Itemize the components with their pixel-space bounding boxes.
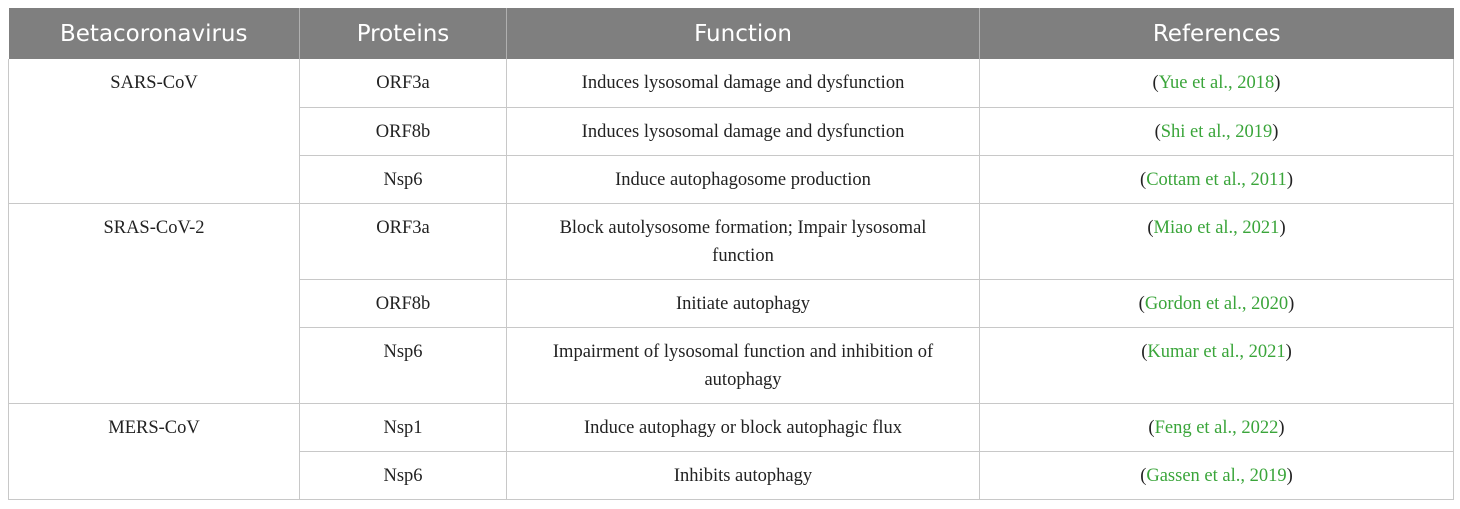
reference-link[interactable]: Shi et al., 2019 — [1160, 121, 1273, 142]
header-function: Function — [507, 8, 980, 59]
reference-link[interactable]: Gordon et al., 2020 — [1144, 293, 1289, 314]
table-row — [9, 403, 1454, 451]
function-cell: Induces lysosomal damage and dysfunction — [507, 107, 980, 155]
header-references: References — [980, 8, 1454, 59]
protein-cell: Nsp1 — [300, 403, 507, 451]
protein-cell: ORF3a — [300, 59, 507, 107]
protein-cell: Nsp6 — [300, 451, 507, 499]
reference-link[interactable]: Gassen et al., 2019 — [1146, 465, 1287, 486]
reference-cell: (Feng et al., 2022) — [980, 403, 1454, 451]
reference-cell: (Miao et al., 2021) — [980, 203, 1454, 279]
header-betacoronavirus: Betacoronavirus — [9, 8, 300, 59]
reference-cell: (Gassen et al., 2019) — [980, 451, 1454, 499]
reference-cell: (Kumar et al., 2021) — [980, 327, 1454, 403]
reference-cell: (Yue et al., 2018) — [980, 59, 1454, 107]
reference-cell: (Cottam et al., 2011) — [980, 155, 1454, 203]
header-row — [9, 8, 1454, 59]
protein-cell: ORF8b — [300, 279, 507, 327]
reference-link[interactable]: Miao et al., 2021 — [1153, 217, 1280, 238]
function-cell: Inhibits autophagy — [507, 451, 980, 499]
function-cell: Block autolysosome formation; Impair lysosomal function — [507, 203, 980, 279]
protein-cell: Nsp6 — [300, 155, 507, 203]
function-cell: Impairment of lysosomal function and inhibition of autophagy — [507, 327, 980, 403]
function-cell: Induces lysosomal damage and dysfunction — [507, 59, 980, 107]
table-row — [9, 203, 1454, 279]
betacoronavirus-proteins-table — [8, 8, 1454, 500]
reference-cell: (Shi et al., 2019) — [980, 107, 1454, 155]
function-cell: Induce autophagosome production — [507, 155, 980, 203]
protein-cell: Nsp6 — [300, 327, 507, 403]
reference-link[interactable]: Kumar et al., 2021 — [1147, 341, 1286, 362]
reference-cell: (Gordon et al., 2020) — [980, 279, 1454, 327]
virus-cell-sars-cov: SARS-CoV — [9, 59, 300, 203]
reference-link[interactable]: Cottam et al., 2011 — [1146, 169, 1287, 190]
virus-cell-sras-cov-2: SRAS-CoV-2 — [9, 203, 300, 403]
protein-cell: ORF8b — [300, 107, 507, 155]
table-row — [9, 59, 1454, 107]
function-cell: Initiate autophagy — [507, 279, 980, 327]
table-header — [9, 8, 1454, 59]
header-proteins: Proteins — [300, 8, 507, 59]
reference-link[interactable]: Yue et al., 2018 — [1158, 73, 1275, 93]
protein-cell: ORF3a — [300, 203, 507, 279]
table-body — [9, 59, 1454, 499]
virus-cell-mers-cov: MERS-CoV — [9, 403, 300, 499]
reference-link[interactable]: Feng et al., 2022 — [1154, 417, 1279, 438]
function-cell: Induce autophagy or block autophagic flux — [507, 403, 980, 451]
